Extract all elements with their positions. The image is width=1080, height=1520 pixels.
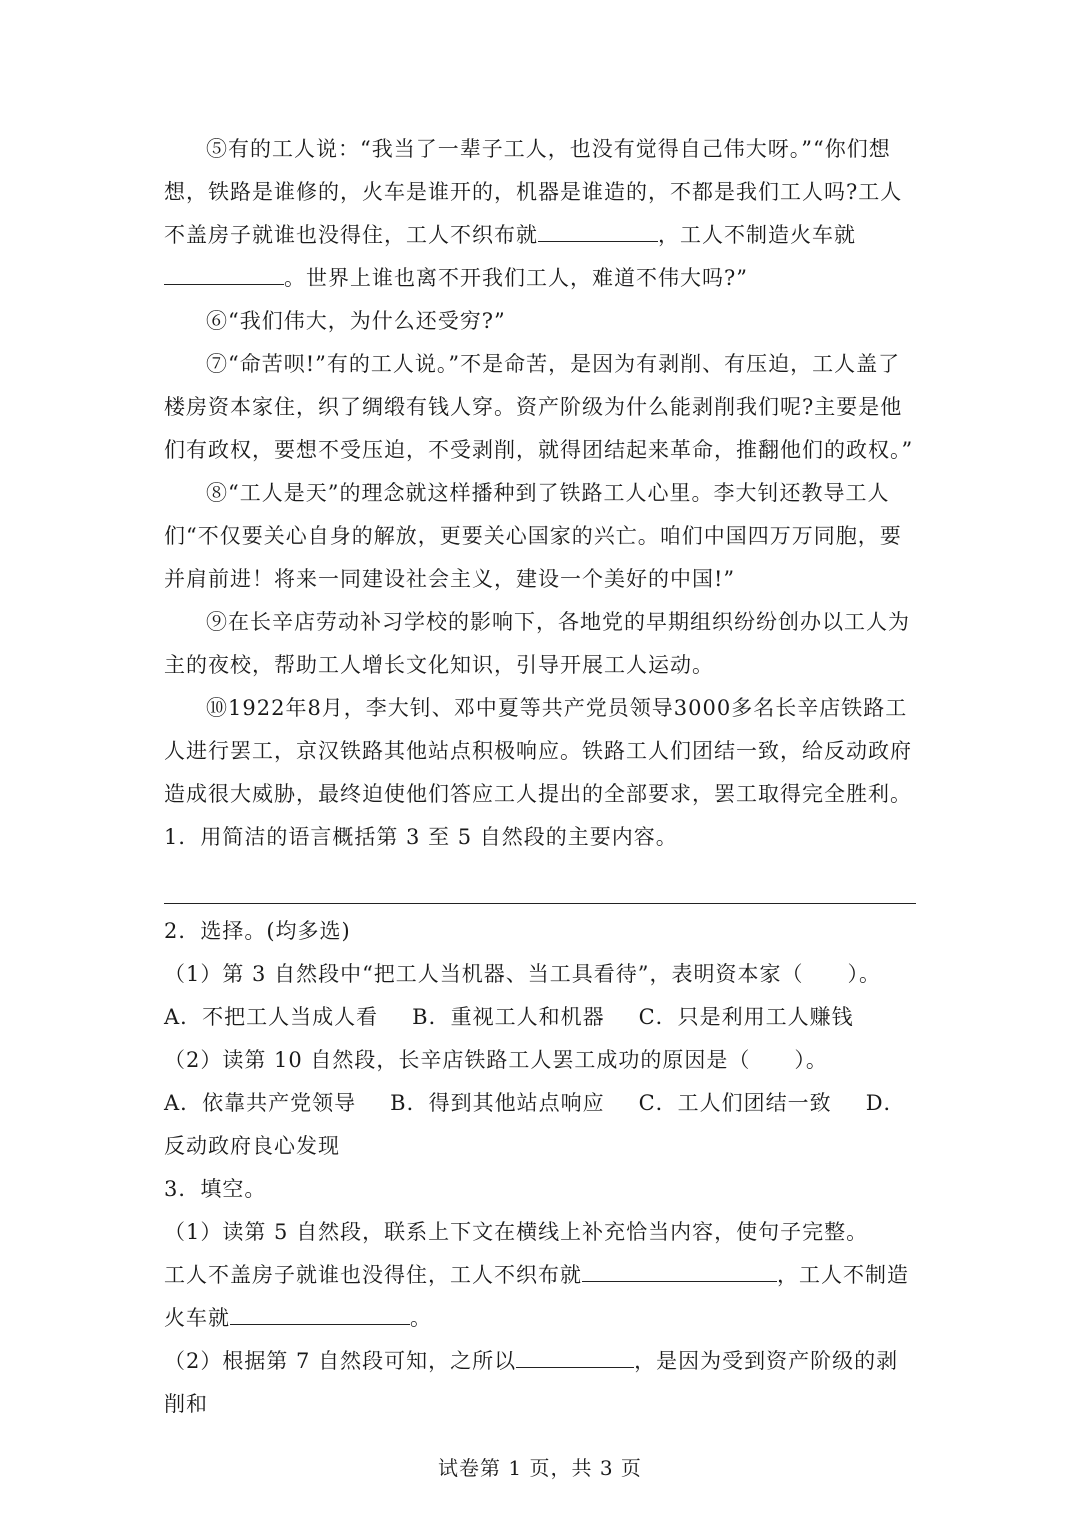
fill-blank[interactable] [230, 1302, 410, 1325]
question-2-1: （1）第 3 自然段中“把工人当机器、当工具看待”，表明资本家（ ）。 [164, 962, 882, 986]
paragraph-7: ⑦“命苦呗!”有的工人说。”不是命苦，是因为有剥削、有压迫，工人盖了楼房资本家住，织了绸缎有钱人穿。资产阶级为什么能剥削我们呢?主要是他们有政权，要想不受压迫，不受剥削，就得团结起来革命，推翻他们的政权。” [164, 352, 914, 462]
paragraph-8: ⑧“工人是天”的理念就这样播种到了铁路工人心里。李大钊还教导工人们“不仅要关心自身的解放，更要关心国家的兴亡。咱们中国四万万同胞，要并肩前进！将来一同建设社会主义，建设一个美好的中国!” [164, 481, 902, 591]
option-c[interactable]: C．工人们团结一致 [638, 1091, 832, 1115]
paragraph-5: ⑤有的工人说：“我当了一辈子工人，也没有觉得自己伟大呀。”“你们想想，铁路是谁修的，火车是谁开的，机器是谁造的，不都是我们工人吗?工人不盖房子就谁也没得住，工人不织布就 ，工人不制造火车就。世界上谁也离不开我们工人，难道不伟大吗?” [164, 137, 903, 290]
question-2-2: （2）读第 10 自然段，长辛店铁路工人罢工成功的原因是（ ）。 [164, 1048, 828, 1072]
paragraph-9: ⑨在长辛店劳动补习学校的影响下，各地党的早期组织纷纷创办以工人为主的夜校，帮助工人增长文化知识，引导开展工人运动。 [164, 610, 910, 677]
question-2-2-options [164, 1082, 920, 1168]
question-2-title: 2．选择。(均多选) [164, 919, 351, 943]
option-a[interactable]: A．依靠共产党领导 [164, 1091, 357, 1115]
question-3-1-sentence: 工人不盖房子就谁也没得住，工人不织布就 ，工人不制造火车就 。 [164, 1254, 920, 1340]
option-d[interactable]: D．反动政府良心发现 [164, 1091, 906, 1158]
option-c[interactable]: C．只是利用工人赚钱 [638, 1005, 854, 1029]
answer-line[interactable] [164, 859, 916, 904]
page-footer: 试卷第 1 页，共 3 页 [438, 1456, 642, 1480]
paragraph-10: ⑩1922年8月，李大钊、邓中夏等共产党员领导3000多名长辛店铁路工人进行罢工，京汉铁路其他站点积极响应。铁路工人们团结一致，给反动政府造成很大威胁，最终迫使他们答应工人提出的全部要求，罢工取得完全胜利。 [164, 696, 912, 806]
fill-blank[interactable] [582, 1259, 777, 1282]
fill-blank[interactable] [164, 262, 284, 285]
question-2-1-options [164, 996, 920, 1039]
paragraph-6: ⑥“我们伟大，为什么还受穷?” [206, 309, 506, 333]
question-3-2: （2）根据第 7 自然段可知，之所以 ，是因为受到资产阶级的剥削和 [164, 1340, 920, 1426]
question-3-1: （1）读第 5 自然段，联系上下文在横线上补充恰当内容，使句子完整。 [164, 1220, 869, 1244]
question-3-title: 3．填空。 [164, 1177, 267, 1201]
fill-blank[interactable] [516, 1345, 634, 1368]
fill-blank[interactable] [538, 219, 658, 242]
option-a[interactable]: A．不把工人当成人看 [164, 1005, 379, 1029]
question-1: 1．用简洁的语言概括第 3 至 5 自然段的主要内容。 [164, 825, 678, 849]
exam-content [164, 128, 920, 1426]
option-b[interactable]: B．得到其他站点响应 [390, 1091, 605, 1115]
option-b[interactable]: B．重视工人和机器 [412, 1005, 605, 1029]
